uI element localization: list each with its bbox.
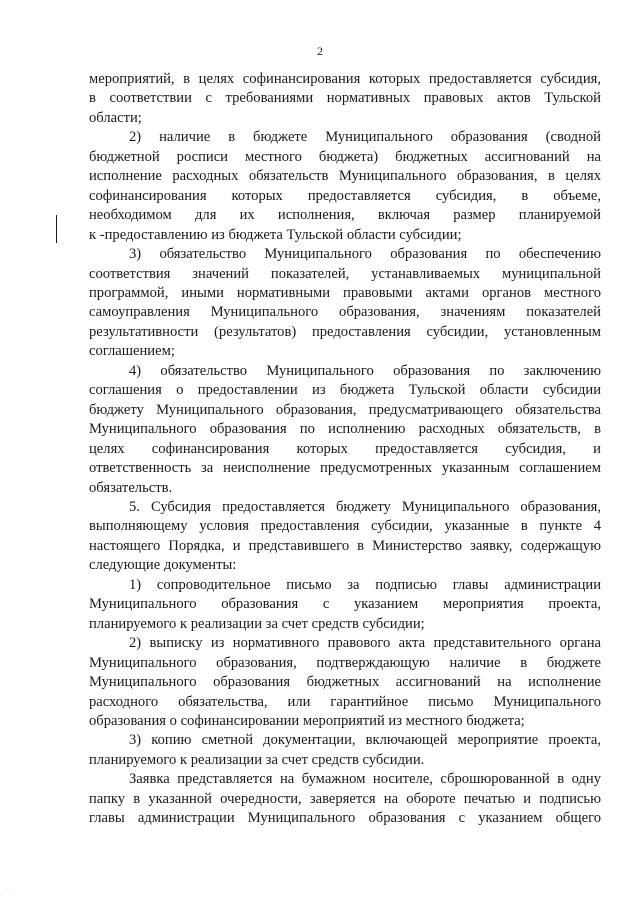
text-line: соответствия значений показателей, устанавливаемых муниципальной	[89, 265, 601, 282]
text-line: области;	[89, 109, 142, 126]
text-line: Муниципального образования с указанием мероприятия проекта,	[89, 596, 601, 613]
text-line: самоуправления Муниципального образования, значениям показателей	[89, 304, 601, 321]
text-line: в соответствии с требованиями нормативных правовых актов Тульской	[89, 90, 601, 107]
text-line: необходимом для их исполнения, включая размер планируемой	[89, 207, 601, 224]
text-line: обязательств.	[89, 479, 173, 496]
text-line: выполняющему условия предоставления субсидии, указанные в пункте 4	[89, 518, 601, 535]
text-line: исполнение расходных обязательств Муниципального образования, в целях	[89, 168, 601, 185]
text-line: целях софинансирования которых предоставляется субсидия, и	[89, 440, 601, 457]
text-line: 2) выписку из нормативного правового акта представительного органа	[129, 635, 601, 652]
text-line: расходного обязательства, или гарантийное письмо Муниципального	[89, 693, 601, 710]
text-line: планируемого к реализации за счет средств субсидии;	[89, 615, 425, 632]
text-line: следующие документы:	[89, 557, 237, 574]
text-line: программой, иными нормативными правовыми актами органов местного	[89, 284, 601, 301]
text-line: 2) наличие в бюджете Муниципального образования (сводной	[129, 129, 601, 146]
text-line: 3) обязательство Муниципального образования по обеспечению	[129, 246, 601, 263]
text-line: Заявка представляется на бумажном носителе, сброшюрованной в одну	[129, 771, 601, 788]
text-line: Муниципального образования по исполнению расходных обязательств, в	[89, 421, 601, 438]
text-line: 5. Субсидия предоставляется бюджету Муниципального образования,	[129, 498, 601, 515]
text-line: ответственность за неисполнение предусмотренных указанным соглашением	[89, 460, 601, 477]
text-line: бюджету Муниципального образования, предусматривающего обязательства	[89, 401, 601, 418]
text-line: 1) сопроводительное письмо за подписью главы администрации	[129, 576, 601, 593]
page-number: 2	[317, 44, 323, 58]
text-line: 3) копию сметной документации, включающей мероприятие проекта,	[129, 732, 601, 749]
text-line: главы администрации Муниципального образования с указанием общего	[89, 810, 601, 827]
text-line: мероприятий, в целях софинансирования которых предоставляется субсидия,	[89, 71, 601, 87]
text-line: соглашения о предоставлении из бюджета Тульской области субсидии	[89, 382, 601, 399]
text-line: софинансирования которых предоставляется субсидия, в объеме,	[89, 187, 601, 204]
text-line: 4) обязательство Муниципального образования по заключению	[129, 362, 601, 379]
text-line: папку в указанной очередности, заверяется на обороте печатью и подписью	[89, 790, 601, 807]
text-line: бюджетной росписи местного бюджета) бюджетных ассигнований на	[89, 148, 601, 165]
text-line: планируемого к реализации за счет средств субсидии.	[89, 751, 425, 768]
scan-artifact: · ·	[6, 887, 18, 893]
text-line: Муниципального образования, подтверждающую наличие в бюджете	[89, 654, 601, 671]
text-line: к -предоставлению из бюджета Тульской области субсидии;	[89, 226, 462, 243]
text-line: результативности (результатов) предоставления субсидии, установленным	[89, 323, 601, 340]
text-line: Муниципального образования бюджетных ассигнований на исполнение	[89, 674, 601, 691]
text-line: настоящего Порядка, и представившего в Министерство заявку, содержащую	[89, 537, 601, 554]
text-line: образования о софинансировании мероприятий из местного бюджета;	[89, 712, 525, 729]
text-line: соглашением;	[89, 343, 175, 360]
margin-bracket-mark	[56, 215, 57, 243]
document-body	[89, 70, 601, 829]
